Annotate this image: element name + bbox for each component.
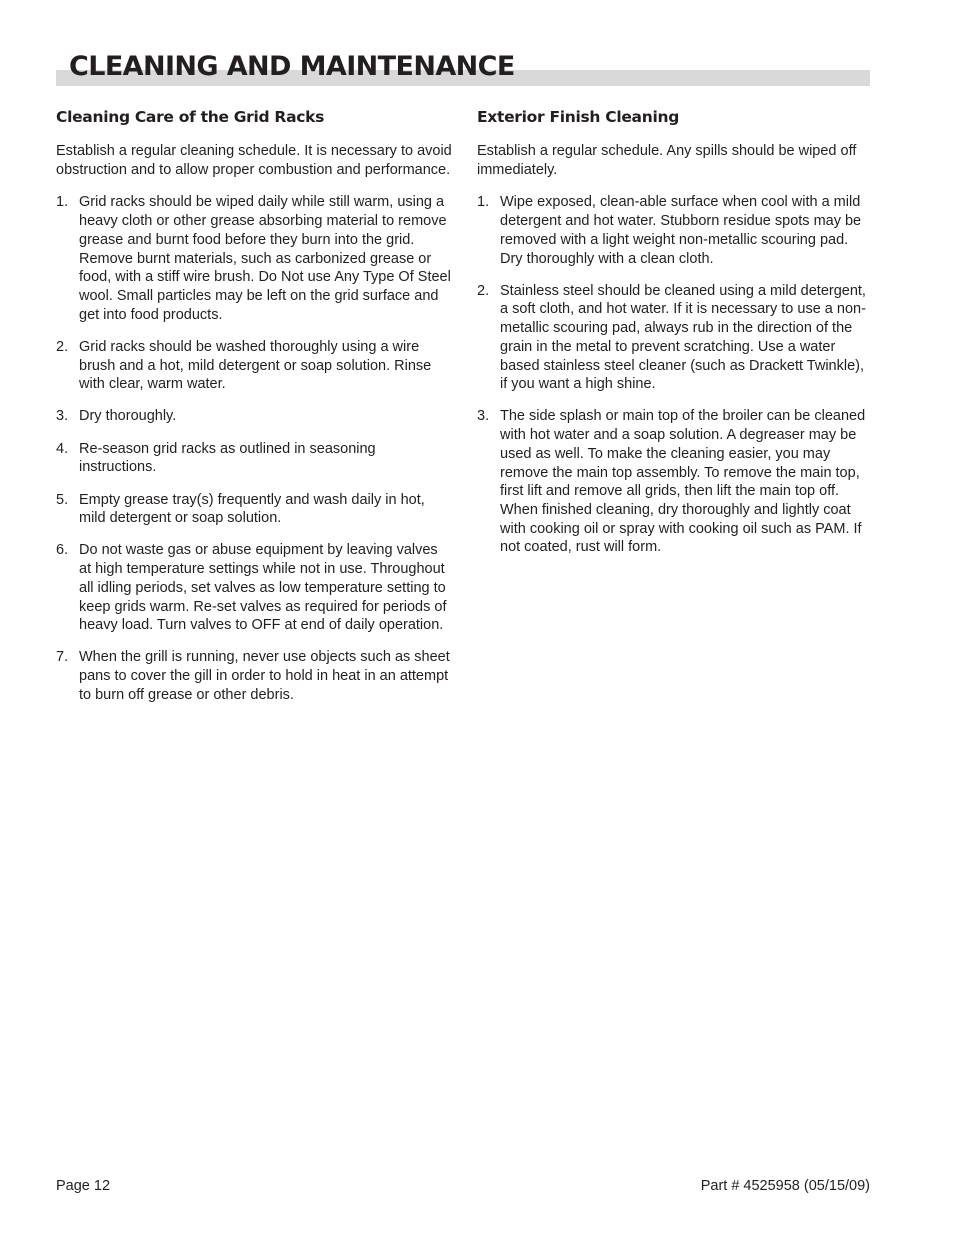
- step-text: Grid racks should be washed thoroughly using a wire brush and a hot, mild detergent or soap solution. Rinse with clear, warm water.: [79, 338, 432, 393]
- page-number: Page 12: [56, 1178, 111, 1194]
- right-column: [477, 106, 873, 571]
- step-text: Do not waste gas or abuse equipment by leaving valves at high temperature settings while not in use. Throughout all idling periods, set valves as low temperature setting to keep grids warm. Re-set valves as required for periods of heavy load. Turn valves to OFF at end of daily operation.: [79, 542, 447, 634]
- list-item: [56, 407, 452, 426]
- step-text: Stainless steel should be cleaned using a mild detergent, a soft cloth, and hot water. If it is necessary to use a non-metallic scouring pad, always rub in the direction of the grain in the metal to prevent scratching. Use a water based stainless steel cleaner (such as Drackett Twinkle), if you want a high shine.: [500, 282, 866, 393]
- step-text: Dry thoroughly.: [79, 408, 177, 425]
- list-item: [56, 193, 452, 324]
- step-text: The side splash or main top of the broiler can be cleaned with hot water and a soap solution. A degreaser may be used as well. To make the cleaning easier, you may remove the main top assembly. To remove the main top, first lift and remove all grids, then lift the main top off. When finished cleaning, dry thoroughly and lightly coat with cooking oil or spray with cooking oil such as PAM. If not coated, rust will form.: [500, 408, 866, 556]
- step-text: When the grill is running, never use objects such as sheet pans to cover the gill in order to hold in heat in an attempt to burn off grease or other debris.: [79, 649, 450, 703]
- exterior-finish-steps: [477, 193, 873, 557]
- step-number: 7.: [56, 649, 69, 666]
- step-number: 5.: [56, 491, 69, 508]
- step-number: 1.: [56, 194, 69, 211]
- step-text: Empty grease tray(s) frequently and wash daily in hot, mild detergent or soap solution.: [79, 491, 425, 527]
- list-item: [56, 491, 452, 528]
- step-text: Wipe exposed, clean-able surface when cool with a mild detergent and hot water. Stubborn residue spots may be removed with a light weight non-metallic scouring pad. Dry thoroughly with a clean cloth.: [500, 194, 862, 267]
- step-text: Re-season grid racks as outlined in seasoning instructions.: [79, 440, 376, 476]
- list-item: [477, 407, 873, 557]
- list-item: [56, 338, 452, 394]
- list-item: [56, 648, 452, 704]
- step-text: Grid racks should be wiped daily while still warm, using a heavy cloth or other grease absorbing material to remove grease and burnt food before they burn into the grid. Remove burnt materials, such as carbonized grease or food, with a stiff wire brush. Do Not use Any Type Of Steel wool. Small particles may be left on the grid surface and get into food products.: [79, 194, 451, 323]
- section-heading-exterior-finish: Exterior Finish Cleaning: [477, 108, 679, 126]
- step-number: 2.: [477, 282, 490, 299]
- step-number: 3.: [477, 408, 490, 425]
- page-title: CLEANING AND MAINTENANCE: [69, 51, 515, 82]
- step-number: 2.: [56, 338, 69, 355]
- step-number: 1.: [477, 194, 490, 211]
- step-number: 4.: [56, 440, 69, 457]
- section-intro-exterior-finish: Establish a regular schedule. Any spills should be wiped off immediately.: [477, 143, 857, 178]
- step-number: 3.: [56, 408, 69, 425]
- list-item: [477, 282, 873, 394]
- section-intro-grid-racks: Establish a regular cleaning schedule. It is necessary to avoid obstruction and to allow proper combustion and performance.: [56, 143, 452, 178]
- section-heading-grid-racks: Cleaning Care of the Grid Racks: [56, 108, 325, 126]
- left-column: [56, 106, 452, 718]
- list-item: [477, 193, 873, 268]
- step-number: 6.: [56, 542, 69, 559]
- list-item: [56, 541, 452, 635]
- part-number: Part # 4525958 (05/15/09): [700, 1178, 870, 1194]
- grid-racks-steps: [56, 193, 452, 704]
- list-item: [56, 440, 452, 477]
